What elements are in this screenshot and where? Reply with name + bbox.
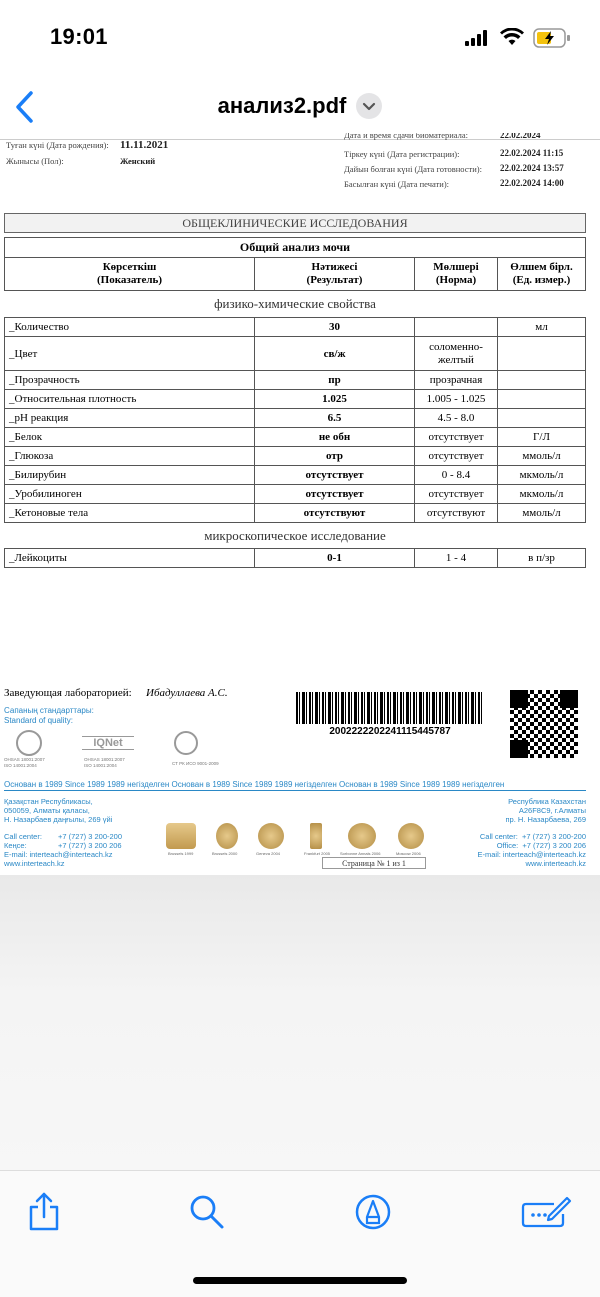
ready-value: 22.02.2024 13:57	[500, 163, 564, 173]
award-label: Sorbonne Annals 2006	[340, 851, 381, 856]
address-ru-line: A26F8C9, г.Алматы	[518, 806, 586, 815]
col1-ru: (Показатель)	[97, 274, 162, 286]
dob-value: 11.11.2021	[120, 139, 169, 151]
cell-result: не обн	[255, 428, 415, 447]
sex-label: Жынысы (Пол):	[6, 156, 64, 166]
wifi-icon	[500, 28, 524, 46]
cell-unit: в п/зр	[498, 549, 586, 568]
contact-key: Office:	[496, 841, 519, 850]
cell-name: _Уробилиноген	[5, 485, 255, 504]
chevron-down-icon[interactable]	[356, 93, 382, 119]
cell-norm: отсутствует	[415, 428, 498, 447]
website-link[interactable]: www.interteach.kz	[4, 859, 65, 868]
address-ru	[506, 797, 587, 824]
award-medal-icon	[216, 823, 238, 849]
lab-head-label: Заведующая лабораторией:	[4, 687, 132, 699]
standards-kz: Сапаның стандарттары:	[4, 706, 94, 715]
phone-link[interactable]: +7 (727) 3 200-200	[521, 832, 586, 841]
table-row	[5, 337, 586, 371]
battery-icon	[533, 28, 571, 48]
cell-result: отсутствует	[255, 485, 415, 504]
ready-label: Дайын болған күні (Дата готовности):	[344, 164, 482, 174]
col-header-unit	[498, 258, 586, 291]
cell-norm: соломенно-желтый	[415, 337, 498, 371]
kz-cert-logo	[174, 731, 198, 755]
col3-ru: (Норма)	[435, 274, 477, 286]
cell-result: 30	[255, 318, 415, 337]
table-row	[5, 466, 586, 485]
cell-result: пр	[255, 371, 415, 390]
cell-name: _Количество	[5, 318, 255, 337]
cell-unit: мкмоль/л	[498, 466, 586, 485]
col1-kz: Көрсеткіш	[102, 261, 157, 273]
table-row	[5, 504, 586, 523]
cell-norm: прозрачная	[415, 371, 498, 390]
cell-unit: ммоль/л	[498, 447, 586, 466]
table-row	[5, 447, 586, 466]
iqnet-logo: IQNet	[82, 736, 134, 750]
cell-result: 0-1	[255, 549, 415, 568]
print-value: 22.02.2024 14:00	[500, 178, 564, 188]
award-medal-icon	[310, 823, 322, 849]
cell-norm: 0 - 8.4	[415, 466, 498, 485]
cell-name: _Билирубин	[5, 466, 255, 485]
phone-link[interactable]: +7 (727) 3 200 206	[522, 841, 586, 850]
award-label: Frankfurt 2005	[304, 851, 331, 856]
form-fill-button[interactable]	[520, 1194, 572, 1230]
col-header-norm	[415, 258, 498, 291]
cell-result: отр	[255, 447, 415, 466]
award-medal-icon	[398, 823, 424, 849]
table-row	[5, 390, 586, 409]
collected-value: 22.02.2024	[500, 133, 541, 140]
subsection-physchem: физико-химические свойства	[214, 296, 376, 311]
cell-result: отсутствует	[255, 466, 415, 485]
cell-unit	[498, 337, 586, 371]
award-medal-icon	[166, 823, 196, 849]
dob-label: Туған күні (Дата рождения):	[6, 140, 109, 150]
cell-name: _Лейкоциты	[5, 549, 255, 568]
cell-unit	[498, 390, 586, 409]
contact-key: E-mail:	[4, 850, 28, 859]
document-title[interactable]	[0, 92, 600, 119]
cell-unit	[498, 409, 586, 428]
contacts-left	[4, 832, 122, 868]
phone-link[interactable]: +7 (727) 3 200-200	[58, 832, 123, 841]
search-icon	[188, 1193, 226, 1231]
award-label: Brussels 2000	[212, 851, 238, 856]
cell-norm	[415, 318, 498, 337]
address-kz	[4, 797, 112, 824]
sex-value: Женский	[120, 156, 156, 166]
reg-value: 22.02.2024 11:15	[500, 148, 564, 158]
cell-norm: 1 - 4	[415, 549, 498, 568]
founded-strip: Основан в 1989 Since 1989 1989 негізделген Основан в 1989 Since 1989 1989 негізделген Основан в 1989 Since 1989 1989 негізделген	[4, 780, 586, 791]
viewer-background	[0, 875, 600, 1170]
address-ru-line: пр. Н. Назарбаева, 269	[505, 815, 586, 824]
subsection-micro: микроскопическое исследование	[204, 528, 386, 543]
cell-unit: ммоль/л	[498, 504, 586, 523]
address-kz-line: Н. Назарбаев даңғылы, 269 үйі	[4, 815, 113, 824]
search-button[interactable]	[188, 1193, 226, 1231]
col4-kz: Өлшем бірл.	[510, 261, 573, 273]
results-table	[4, 317, 586, 523]
col2-ru: (Результат)	[306, 274, 363, 286]
address-ru-line: Республика Казахстан	[508, 797, 586, 806]
cell-unit: Г/Л	[498, 428, 586, 447]
address-kz-line: Қазақстан Республикасы,	[4, 797, 93, 806]
standards-en: Standard of quality:	[4, 716, 73, 725]
document-title-text: анализ2.pdf	[217, 93, 347, 119]
micro-table	[4, 548, 586, 568]
cell-norm: отсутствует	[415, 447, 498, 466]
cell-norm: 4.5 - 8.0	[415, 409, 498, 428]
cell-name: _Прозрачность	[5, 371, 255, 390]
col3-kz: Мөлшері	[433, 261, 479, 273]
col-header-result	[255, 258, 415, 291]
col2-kz: Нәтижесі	[311, 261, 358, 273]
cert2-text: OHSAS 18001:2007 ISO 14001:2004	[84, 757, 125, 768]
page-number: Страница № 1 из 1	[322, 857, 426, 869]
contact-key: Кеңсе:	[4, 841, 27, 850]
contact-key: Call center:	[4, 832, 42, 841]
award-medal-icon	[348, 823, 376, 849]
award-label: Brussels 1999	[168, 851, 194, 856]
contacts-right	[477, 832, 586, 868]
results-header-table	[4, 237, 586, 291]
col-header-indicator	[5, 258, 255, 291]
reg-label: Тіркеу күні (Дата регистрации):	[344, 149, 460, 159]
contact-key: E-mail:	[477, 850, 501, 859]
cert1-text: OHSAS 18001:2007 ISO 14001:2004	[4, 757, 45, 768]
col4-ru: (Ед. измер.)	[512, 274, 571, 286]
table-row	[5, 549, 586, 568]
collected-label: Дата и время сдачи биоматериала:	[344, 133, 469, 140]
award-medal-icon	[258, 823, 284, 849]
qr-code	[510, 690, 578, 758]
section-title: ОБЩЕКЛИНИЧЕСКИЕ ИССЛЕДОВАНИЯ	[4, 213, 586, 233]
table-row	[5, 409, 586, 428]
barcode	[296, 692, 484, 724]
cell-norm: 1.005 - 1.025	[415, 390, 498, 409]
award-label: Moscow 2006	[396, 851, 421, 856]
website-link[interactable]: www.interteach.kz	[525, 859, 586, 868]
share-icon	[26, 1190, 62, 1234]
cell-name: _Глюкоза	[5, 447, 255, 466]
cell-name: _Относительная плотность	[5, 390, 255, 409]
email-link[interactable]: interteach@interteach.kz	[29, 850, 113, 859]
cell-name: _pH реакция	[5, 409, 255, 428]
form-fill-icon	[520, 1194, 572, 1230]
markup-icon	[354, 1193, 392, 1231]
cell-result: св/ж	[255, 337, 415, 371]
status-time: 19:01	[50, 24, 108, 49]
cell-result: отсутствуют	[255, 504, 415, 523]
phone-link[interactable]: +7 (727) 3 200 206	[58, 841, 122, 850]
markup-button[interactable]	[354, 1193, 392, 1231]
cell-unit	[498, 371, 586, 390]
print-label: Басылған күні (Дата печати):	[344, 179, 450, 189]
cell-unit: мл	[498, 318, 586, 337]
address-kz-line: 050059, Алматы қаласы,	[4, 806, 90, 815]
share-button[interactable]	[26, 1190, 62, 1234]
cell-name: _Кетоновые тела	[5, 504, 255, 523]
cell-name: _Цвет	[5, 337, 255, 371]
signal-icon	[465, 30, 489, 46]
cell-norm: отсутствует	[415, 485, 498, 504]
cell-unit: мкмоль/л	[498, 485, 586, 504]
table-row	[5, 485, 586, 504]
award-label: Geneva 2004	[256, 851, 281, 856]
contact-key: Call center:	[479, 832, 518, 841]
cell-result: 1.025	[255, 390, 415, 409]
home-indicator[interactable]	[193, 1277, 407, 1284]
table-title: Общий анализ мочи	[5, 238, 586, 258]
barcode-number: 2002222202241115445787	[329, 726, 451, 737]
cell-norm: отсутствуют	[415, 504, 498, 523]
cell-name: _Белок	[5, 428, 255, 447]
table-row	[5, 318, 586, 337]
cell-result: 6.5	[255, 409, 415, 428]
cert-ohsas-logo	[16, 730, 42, 756]
email-link[interactable]: interteach@interteach.kz	[502, 850, 586, 859]
table-row	[5, 428, 586, 447]
table-row	[5, 371, 586, 390]
lab-head-name: Ибадуллаева А.С.	[146, 687, 228, 699]
cert3-text: СТ РК ИСО 9001-2009	[172, 761, 219, 766]
